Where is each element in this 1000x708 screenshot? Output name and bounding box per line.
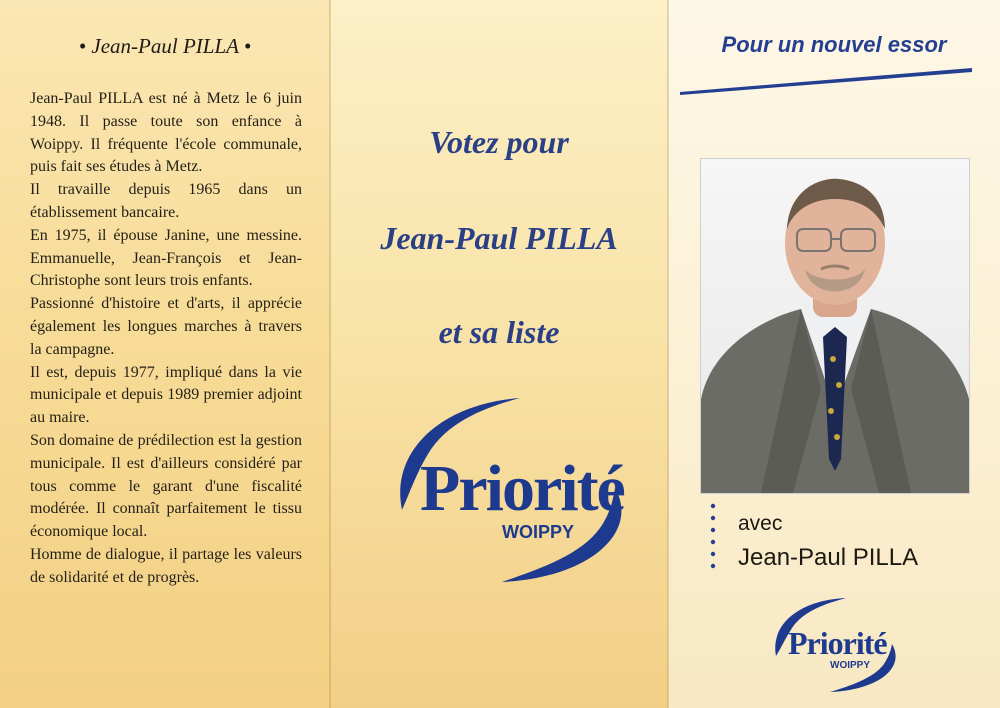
priorite-logo-small xyxy=(764,594,904,694)
tagline: Pour un nouvel essor xyxy=(721,32,947,57)
candidate-photo xyxy=(700,158,970,494)
bio-paragraph: Il est, depuis 1977, impliqué dans la vie municipale et depuis 1989 premier adjoint au maire. xyxy=(30,363,302,427)
bio-paragraph: Homme de dialogue, il partage les valeurs de solidarité et de progrès. xyxy=(30,545,302,586)
vote-panel xyxy=(330,0,668,708)
candidate-name: Jean-Paul PILLA xyxy=(738,544,919,571)
portrait-image xyxy=(701,159,969,493)
candidate-name-heading: Jean-Paul PILLA xyxy=(380,220,618,256)
bio-paragraph: Son domaine de prédilection est la gestion municipale. Il est d'ailleurs considéré par tous comme le garant d'une fiscalité modérée. Il connaît parfaitement le tissu économique local. xyxy=(30,431,302,541)
bio-text xyxy=(30,88,302,590)
bio-paragraph: Jean-Paul PILLA est né à Metz le 6 juin 1948. Il passe toute son enfance à Woippy. Il fréquente l'école communale, puis fait ses études à Metz. xyxy=(30,90,302,176)
bio-title: • Jean-Paul PILLA • xyxy=(78,34,252,58)
avec-label: avec xyxy=(738,512,783,535)
bio-panel xyxy=(0,0,330,708)
vote-heading: Votez pour xyxy=(429,124,569,160)
logo-main-text: Priorité xyxy=(420,452,624,525)
logo-sub-text: WOIPPY xyxy=(502,522,575,542)
bio-paragraph: En 1975, il épouse Janine, une messine. Emmanuelle, Jean-François et Jean-Christophe sont leurs trois enfants. xyxy=(30,226,302,290)
priorite-logo-large xyxy=(370,392,640,592)
bio-paragraph: Il travaille depuis 1965 dans un établissement bancaire. xyxy=(30,181,302,221)
bio-paragraph: Passionné d'histoire et d'arts, il apprécie également les longues marches à travers la campagne. xyxy=(30,295,302,358)
tagline-swoosh xyxy=(676,66,976,96)
fold-line-left xyxy=(329,0,331,708)
list-heading: et sa liste xyxy=(438,314,560,350)
fold-line-right xyxy=(667,0,669,708)
logo-main-text-small: Priorité xyxy=(788,625,887,661)
logo-sub-text-small: WOIPPY xyxy=(830,660,871,671)
cover-panel xyxy=(668,0,1000,708)
decorative-dots xyxy=(710,503,716,575)
